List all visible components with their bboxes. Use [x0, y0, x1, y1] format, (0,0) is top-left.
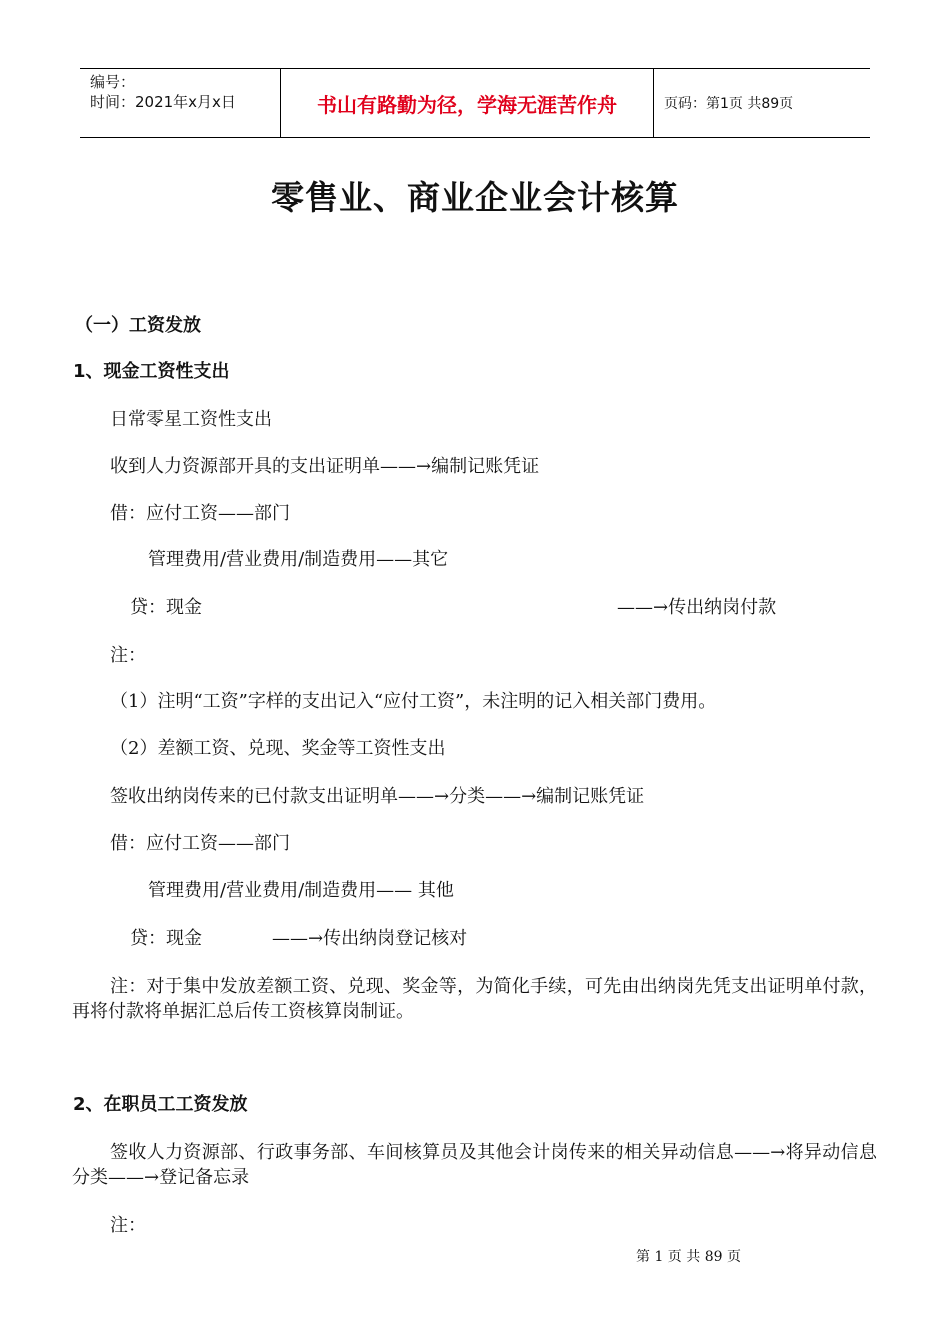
subsection-heading: 1、现金工资性支出 — [73, 361, 230, 382]
document-number-label: 编号： — [90, 73, 136, 91]
note-label: 注： — [110, 645, 146, 666]
header-motto-cell — [281, 69, 654, 137]
flow-step: ——→传出纳岗付款 — [617, 597, 777, 618]
paragraph: 日常零星工资性支出 — [110, 409, 272, 430]
journal-debit-line: 借：应付工资——部门 — [110, 503, 290, 524]
note-item: （2）差额工资、兑现、奖金等工资性支出 — [110, 738, 446, 759]
document-time-label: 时间：2021年x月x日 — [90, 93, 236, 111]
document-title: 零售业、商业企业会计核算 — [271, 178, 679, 217]
journal-debit-line: 管理费用/营业费用/制造费用—— 其他 — [148, 880, 454, 901]
page-footer: 第 1 页 共 89 页 — [636, 1249, 741, 1265]
subsection-heading: 2、在职员工工资发放 — [73, 1094, 248, 1115]
page-header — [80, 68, 870, 138]
flow-step: ——→传出纳岗登记核对 — [272, 928, 468, 949]
paragraph: 签收出纳岗传来的已付款支出证明单——→分类——→编制记账凭证 — [110, 786, 645, 807]
header-motto: 书山有路勤为径，学海无涯苦作舟 — [317, 92, 617, 117]
note-item: （1）注明“工资”字样的支出记入“应付工资”，未注明的记入相关部门费用。 — [110, 691, 717, 712]
journal-debit-line: 管理费用/营业费用/制造费用——其它 — [148, 549, 449, 570]
journal-credit-line: 贷：现金 — [130, 928, 202, 949]
note-paragraph: 注：对于集中发放差额工资、兑现、奖金等，为简化手续，可先由出纳岗先凭支出证明单付款，再将付款将单据汇总后传工资核算岗制证。 — [72, 976, 877, 1022]
header-page-info: 页码：第1页 共89页 — [664, 96, 794, 112]
note-label: 注： — [110, 1215, 146, 1236]
header-page-cell — [654, 69, 870, 137]
paragraph: 签收人力资源部、行政事务部、车间核算员及其他会计岗传来的相关异动信息——→将异动信息分类——→登记备忘录 — [72, 1142, 877, 1188]
paragraph: 收到人力资源部开具的支出证明单——→编制记账凭证 — [110, 456, 540, 477]
journal-credit-line: 贷：现金 — [130, 597, 202, 618]
journal-debit-line: 借：应付工资——部门 — [110, 833, 290, 854]
header-meta-cell — [80, 69, 281, 137]
section-heading: （一）工资发放 — [75, 315, 201, 336]
